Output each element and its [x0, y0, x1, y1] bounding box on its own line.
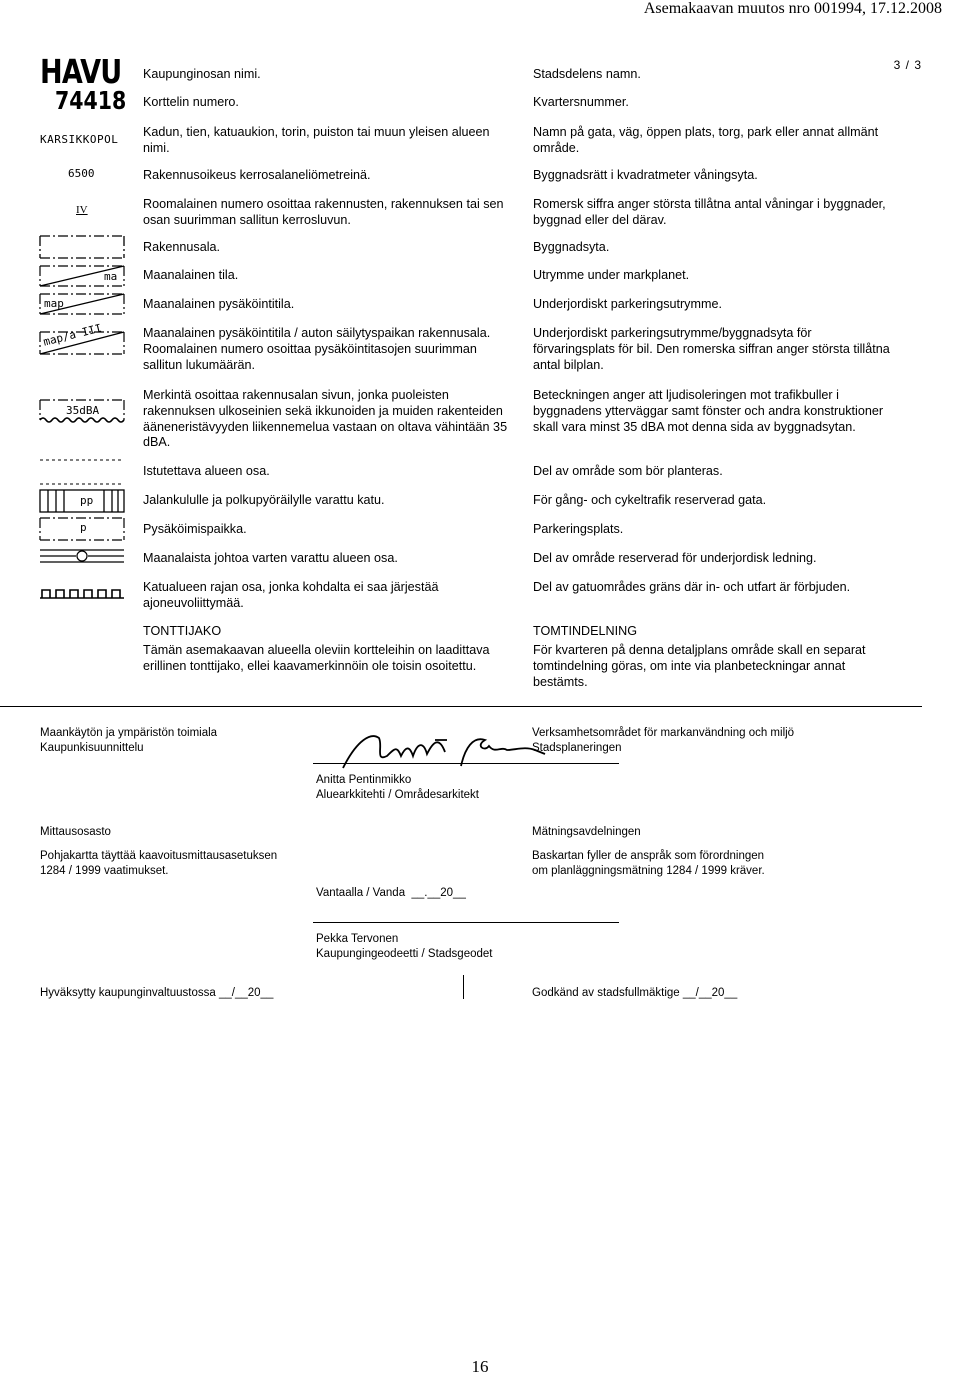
signature-line-2 [313, 922, 619, 923]
building-area-symbol [40, 236, 124, 258]
tonttijako-title: TONTTIJAKO [143, 624, 222, 638]
area-value-sample: 6500 [68, 167, 95, 180]
tomtindelning-title: TOMTINDELNING [533, 624, 638, 638]
havu-number: 74418 [55, 86, 127, 115]
legend-fi-4: Rakennusoikeus kerrosalaneliömetreinä. [143, 168, 371, 182]
pp-label: pp [80, 494, 94, 507]
mitt-sv: Mätningsavdelningen [532, 826, 641, 838]
legend-fi-13: Pysäköimispaikka. [143, 522, 247, 536]
legend-sv-9: Underjordiskt parkeringsutrymme/byggnadsyta för förvaringsplats för bil. Den romerska siffran anger största tillåtna antal bilplan. [533, 326, 890, 372]
signer1-title: Aluearkkitehti / Områdesarkitekt [316, 789, 479, 801]
ma-label: ma [104, 270, 118, 283]
page-number: 16 [471, 1357, 489, 1376]
legend-fi-7: Maanalainen tila. [143, 268, 239, 282]
legend-fi-3: Kadun, tien, katuaukion, torin, puiston tai muun yleisen alueen nimi. [143, 125, 490, 155]
street-name-sample: KARSIKKOPOL [40, 133, 119, 146]
no-vehicle-access-symbol [40, 590, 124, 598]
legend-sv-12: För gång- och cykeltrafik reserverad gata. [533, 493, 767, 507]
base-fi-2: 1284 / 1999 vaatimukset. [40, 865, 169, 877]
legend-sv-2: Kvartersnummer. [533, 95, 629, 109]
base-sv-1: Baskartan fyller de anspråk som förordningen [532, 850, 765, 862]
legend-sv-6: Byggnadsyta. [533, 240, 610, 254]
legend-sv-15: Del av gatuområdes gräns där in- och utfart är förbjuden. [533, 580, 851, 594]
signer2-name: Pekka Tervonen [316, 933, 399, 945]
dept-sv-2: Stadsplaneringen [532, 742, 622, 754]
dept-sv-1: Verksamhetsområdet för markanvändning och miljö [532, 727, 795, 739]
legend-fi-10: Merkintä osoittaa rakennusalan sivun, jonka puoleisten rakennuksen ulkoseinien sekä ikkunoiden ja muiden rakenteiden ääneneristävyyden liikennemelua vastaan on oltava vähintään 35 dBA. [143, 388, 508, 450]
legend-sv-14: Del av område reserverad för underjordisk ledning. [533, 551, 817, 565]
signer2-title: Kaupungingeodeetti / Stadsgeodet [316, 948, 493, 960]
underground-line-symbol [40, 550, 124, 562]
legend-sv-5: Romersk siffra anger största tillåtna antal våningar i byggnader, byggnad eller del därav. [533, 197, 886, 227]
sheet-number: 3 / 3 [893, 58, 922, 72]
dept-fi-2: Kaupunkisuunnittelu [40, 742, 144, 754]
legend-fi-6: Rakennusala. [143, 240, 221, 254]
legend-fi-14: Maanalaista johtoa varten varattu alueen osa. [143, 551, 398, 565]
section-divider [0, 706, 922, 707]
legend-fi-11: Istutettava alueen osa. [143, 464, 270, 478]
dept-fi-1: Maankäytön ja ympäristön toimiala [40, 727, 218, 739]
legend-fi-5: Roomalainen numero osoittaa rakennusten, rakennuksen tai sen osan suurimman sallitun kerrosluvun. [143, 197, 504, 227]
legend-sv-13: Parkeringsplats. [533, 522, 624, 536]
mitt-fi: Mittausosasto [40, 826, 111, 838]
signer1-name: Anitta Pentinmikko [316, 774, 412, 786]
p-label: p [80, 521, 87, 534]
legend-symbols [38, 228, 130, 608]
noise-label: 35dBA [66, 404, 100, 417]
signature-1 [335, 726, 565, 774]
legend-sv-8: Underjordiskt parkeringsutrymme. [533, 297, 722, 311]
legend-fi-1: Kaupunginosan nimi. [143, 67, 261, 81]
approval-divider [463, 975, 464, 999]
signature-line-1 [313, 763, 619, 764]
legend-fi-2: Korttelin numero. [143, 95, 239, 109]
base-fi-1: Pohjakartta täyttää kaavoitusmittausasetuksen [40, 850, 278, 862]
legend-fi-9: Maanalainen pysäköintitila / auton säilytyspaikan rakennusala. Roomalainen numero osoittaa pysäköintitasojen suurimman sallitun lukumäärän. [143, 326, 491, 372]
base-sv-2: om planläggningsmätning 1284 / 1999 kräver. [532, 865, 765, 877]
havu-name: HAVU [40, 52, 122, 91]
legend-fi-15: Katualueen rajan osa, jonka kohdalta ei saa järjestää ajoneuvoliittymää. [143, 580, 439, 610]
legend-sv-3: Namn på gata, väg, öppen plats, torg, park eller annat allmänt område. [533, 125, 879, 155]
legend-fi-12: Jalankululle ja polkupyöräilylle varattu katu. [143, 493, 385, 507]
legend-sv-11: Del av område som bör planteras. [533, 464, 723, 478]
legend-fi-8: Maanalainen pysäköintitila. [143, 297, 295, 311]
legend-sv-1: Stadsdelens namn. [533, 67, 641, 81]
place-date: Vantaalla / Vanda __.__20__ [316, 887, 466, 899]
map-iii-label: map/a III [42, 321, 103, 349]
approved-sv: Godkänd av stadsfullmäktige __/__20__ [532, 987, 738, 999]
document-header-title: Asemakaavan muutos nro 001994, 17.12.2008 [643, 0, 942, 17]
legend-sv-4: Byggnadsrätt i kvadratmeter våningsyta. [533, 168, 758, 182]
tonttijako-text: Tämän asemakaavan alueella oleviin kortteleihin on laadittava erillinen tonttijako, ellei kaavamerkinnöin ole toisin osoitettu. [143, 643, 490, 673]
approved-fi: Hyväksytty kaupunginvaltuustossa __/__20__ [40, 987, 274, 999]
tomtindelning-text: För kvarteren på denna detaljplans område skall en separat tomtindelning göras, om inte via planbeteckningar annat bestämts. [533, 643, 866, 689]
legend-sv-10: Beteckningen anger att ljudisoleringen mot trafikbuller i byggnadens ytterväggar samt fönster och andra konstruktioner skall vara minst 35 dBA mot denna sida av byggnadsytan. [533, 388, 884, 434]
map-label: map [44, 297, 64, 310]
floors-sample: IV [76, 204, 88, 216]
planting-area-symbol [40, 460, 124, 484]
legend-sv-7: Utrymme under markplanet. [533, 268, 690, 282]
